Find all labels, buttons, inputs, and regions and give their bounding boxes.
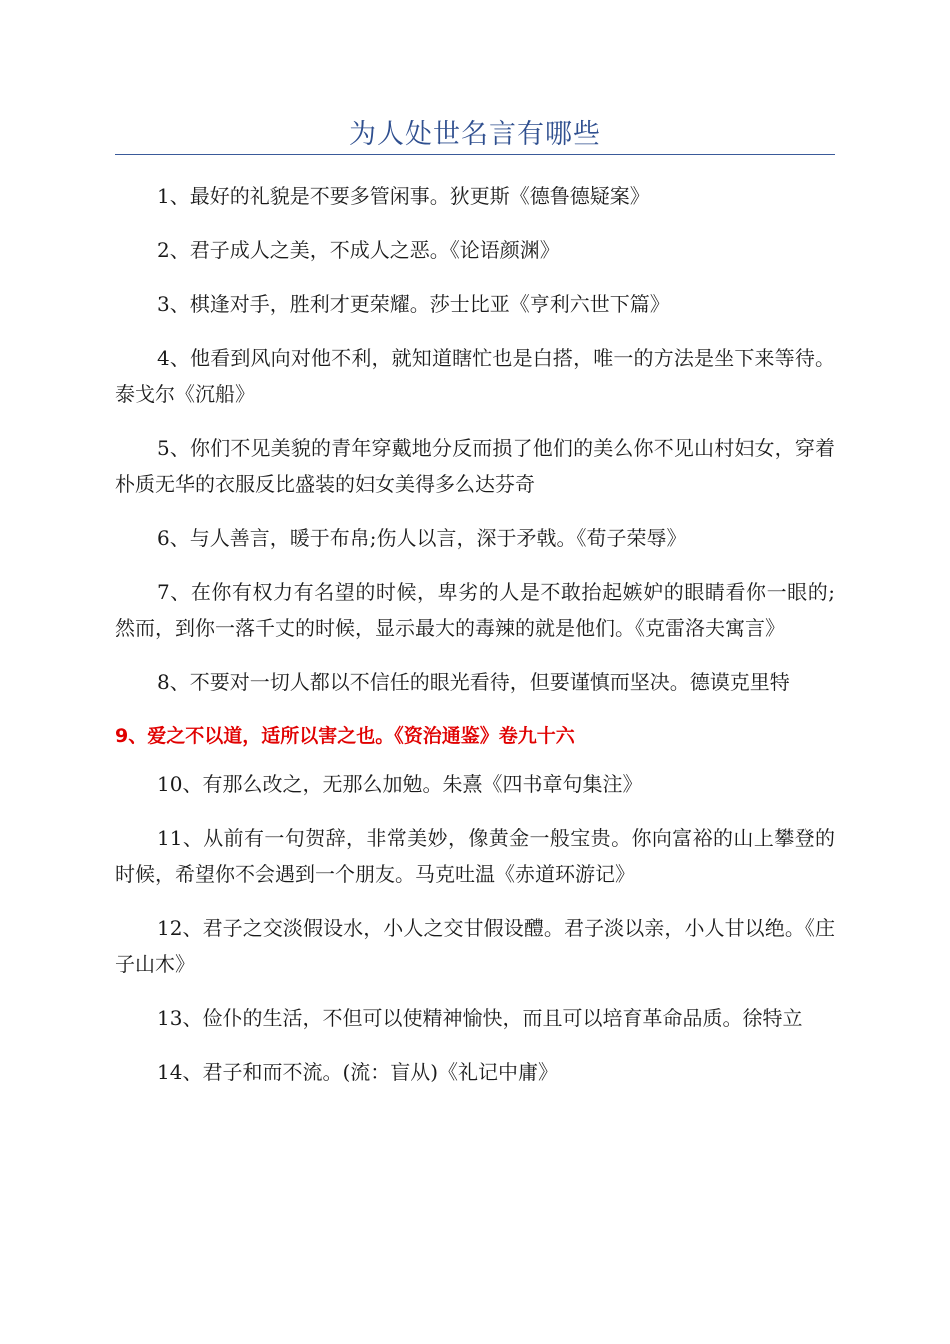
quote-item: 12、君子之交淡假设水，小人之交甘假设醴。君子淡以亲，小人甘以绝。《庄子山木》 xyxy=(115,916,835,976)
quote-item: 10、有那么改之，无那么加勉。朱熹《四书章句集注》 xyxy=(157,772,643,796)
quote-item: 5、你们不见美貌的青年穿戴地分反而损了他们的美么你不见山村妇女，穿着朴质无华的衣服反比盛装的妇女美得多么达芬奇 xyxy=(115,436,835,496)
quote-list xyxy=(115,178,835,1090)
quote-item: 11、从前有一句贺辞，非常美妙，像黄金一般宝贵。你向富裕的山上攀登的时候，希望你不会遇到一个朋友。马克吐温《赤道环游记》 xyxy=(115,826,835,886)
quote-item: 6、与人善言，暖于布帛;伤人以言，深于矛戟。《荀子荣辱》 xyxy=(157,526,687,550)
quote-item: 8、不要对一切人都以不信任的眼光看待，但要谨慎而坚决。德谟克里特 xyxy=(157,670,790,694)
title-divider xyxy=(115,154,835,155)
quote-item: 13、俭仆的生活，不但可以使精神愉快，而且可以培育革命品质。徐特立 xyxy=(157,1006,803,1030)
quote-item: 3、棋逢对手，胜利才更荣耀。莎士比亚《亨利六世下篇》 xyxy=(157,292,670,316)
document-page xyxy=(115,0,835,1108)
highlighted-quote-item: 9、爱之不以道，适所以害之也。《资治通鉴》卷九十六 xyxy=(115,725,575,747)
page-title: 为人处世名言有哪些 xyxy=(349,119,601,150)
quote-item: 14、君子和而不流。(流：盲从)《礼记中庸》 xyxy=(157,1060,559,1084)
quote-item: 4、他看到风向对他不利，就知道瞎忙也是白搭，唯一的方法是坐下来等待。泰戈尔《沉船》 xyxy=(115,346,835,406)
quote-item: 2、君子成人之美，不成人之恶。《论语颜渊》 xyxy=(157,238,560,262)
quote-item: 1、最好的礼貌是不要多管闲事。狄更斯《德鲁德疑案》 xyxy=(157,184,650,208)
quote-item: 7、在你有权力有名望的时候，卑劣的人是不敢抬起嫉妒的眼睛看你一眼的;然而，到你一落千丈的时候，显示最大的毒辣的就是他们。《克雷洛夫寓言》 xyxy=(115,580,835,640)
